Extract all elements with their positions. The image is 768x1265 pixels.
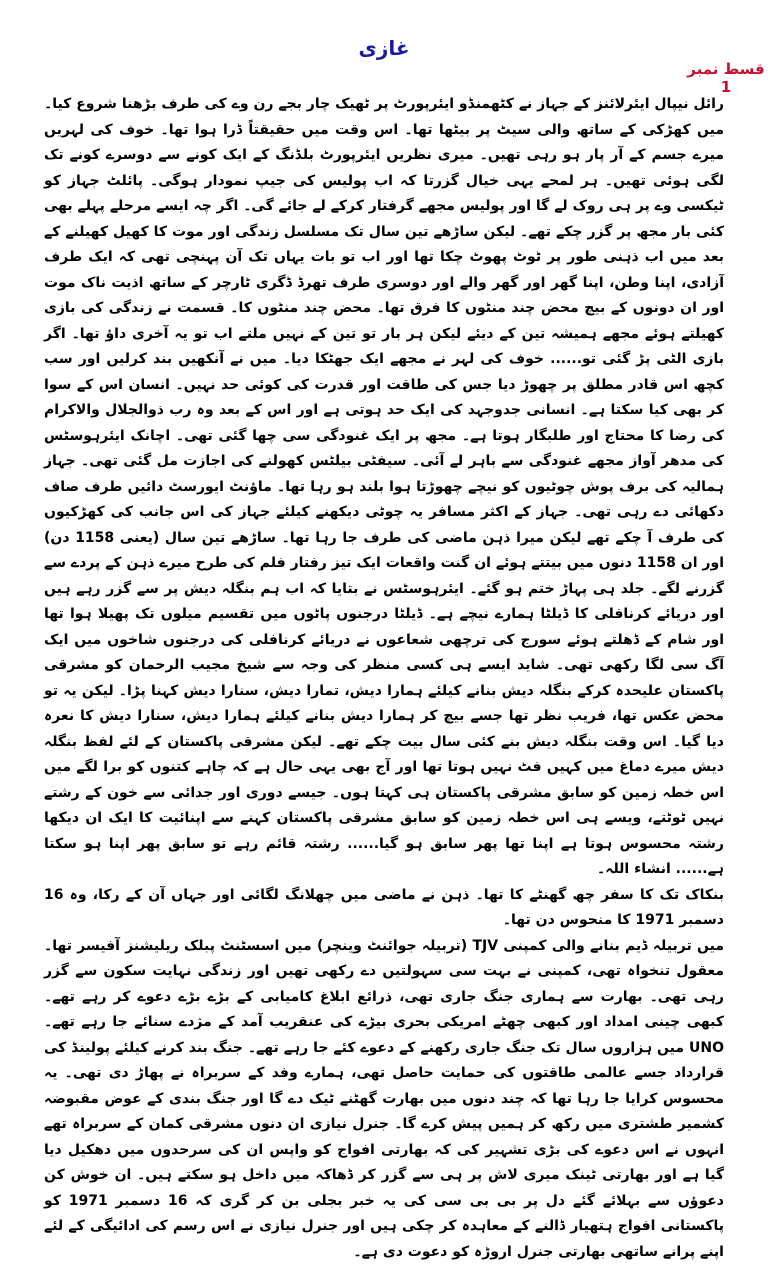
paragraph: بنکاک تک کا سفر چھ گھنٹے کا تھا۔ ذہن نے ماضی میں چھلانگ لگائی اور جہاں آن کے رکا، وہ 16 دسمبر 1971 کا منحوس دن تھا۔: [44, 883, 724, 934]
paragraph: رائل نیپال ایئرلائنز کے جہاز نے کٹھمنڈو ایئرپورٹ پر ٹھیک چار بجے رن وے کی طرف بڑھنا شروع کیا۔ میں کھڑکی کے ساتھ والی سیٹ پر بیٹھا تھا۔ اس وقت میں حقیقتاً ڈرا ہوا تھا۔ خوف کی لہریں میرے جسم کے آر پار ہو رہی تھیں۔ میری نظریں ایئرپورٹ بلڈنگ کے ایک کونے سے دوسرے کونے تک لگی ہوئی تھیں۔ ہر لمحے یہی خیال گزرتا کہ اب پولیس کی جیپ نمودار ہوگی۔ پائلٹ جہاز کو ٹیکسی وے پر ہی روک لے گا اور پولیس مجھے گرفتار کرکے لے جائے گی۔ اگر چہ ایسے مرحلے پہلے بھی کئی بار مجھ پر گزر چکے تھے۔ لیکن ساڑھے تین سال تک مسلسل زندگی اور موت کا کھیل کھیلنے کے بعد میں اب ذہنی طور پر ٹوٹ پھوٹ چکا تھا اور اب تو بات یہاں تک آن پہنچی تھی کہ ایک طرف آزادی، اپنا وطن، اپنا گھر اور گھر والے اور دوسری طرف تھرڈ ڈگری ٹارچر کے ساتھ اذیت ناک موت اور ان دونوں کے بیچ محض چند منٹوں کا فرق تھا۔ محض چند منٹوں کا۔ قسمت نے زندگی کی بازی کھیلتے ہوئے مجھے ہمیشہ تین کے دیئے لیکن ہر بار تو تین کے نہیں ملتے اب تو یہ آخری داؤ تھا۔ اگر بازی الٹی پڑ گئی تو...... خوف کی لہر نے مجھے ایک جھٹکا دیا۔ میں نے آنکھیں بند کرلیں اور سب کچھ اس قادر مطلق پر چھوڑ دیا جس کی طاقت اور قدرت کی کوئی حد نہیں۔ انسان اس کے سوا کر بھی کیا سکتا ہے۔ انسانی جدوجہد کی ایک حد ہوتی ہے اور اس کے بعد وہ رب ذوالجلال والاکرام کی رضا کا محتاج اور طلبگار ہوتا ہے۔ مجھ پر ایک غنودگی سی چھا گئی تھی۔ اچانک ایئرہوسٹس کی مدھر آواز مجھے غنودگی سے باہر لے آئی۔ سیفٹی بیلٹس کھولنے کی اجازت مل گئی تھی۔ جہاز ہمالیہ کی برف پوش چوٹیوں کو نیچے چھوڑتا ہوا بلند ہو رہا تھا۔ ماؤنٹ ایورسٹ دائیں طرف صاف دکھائی دے رہی تھی۔ جہاز کے اکثر مسافر یہ چوٹی دیکھنے کیلئے جہاز کی اس جانب کی کھڑکیوں کی طرف آ چکے تھے لیکن میرا ذہن ماضی کی طرف جا رہا تھا۔ ساڑھے تین سال (یعنی 1158 دن) اور ان 1158 دنوں میں بیتتے ہوئے ان گنت واقعات ایک تیز رفتار فلم کی طرح میرے ذہن کے پردے سے گزرنے لگے۔ جلد ہی پہاڑ ختم ہو گئے۔ ایئرہوسٹس نے بتایا کہ اب ہم بنگلہ دیش پر سے گزر رہے ہیں اور دریائے کرنافلی کا ڈیلٹا ہمارے نیچے ہے۔ ڈیلٹا درجنوں پاٹوں میں تقسیم میلوں تک پھیلا ہوا تھا اور شام کے ڈھلتے ہوئے سورج کی ترچھی شعاعوں نے دریائے کرنافلی کی درجنوں شاخوں میں ایک آگ سی لگا رکھی تھی۔ شاید ایسے ہی کسی منظر کی وجہ سے شیخ مجیب الرحمان کو مشرقی پاکستان علیحدہ کرکے بنگلہ دیش بنانے کیلئے ہمارا دیش، تمارا دیش، سنارا دیش کہنا پڑا۔ لیکن یہ تو محض عکس تھا، فریب نظر تھا جسے بیچ کر ہمارا دیش بنانے کیلئے ہمارا دیش، سنارا دیش کا نعرہ دیا گیا۔ اس وقت بنگلہ دیش بنے کئی سال بیت چکے تھے۔ لیکن مشرقی پاکستان کے لئے لفظ بنگلہ دیش میرے دماغ میں کہیں فٹ نہیں ہوتا تھا اور آج بھی یہی حال ہے کہ چاہے کتنوں کو برا لگے میں اس خطہ زمین کو سابق مشرقی پاکستان ہی کہتا ہوں۔ جیسے دوری اور جدائی سے خون کے رشتے نہیں ٹوٹتے، ویسے ہی اس خطہ زمین کو سابق مشرقی پاکستان کہنے سے اپنائیت کا ایک ان دیکھا رشتہ محسوس ہوتا ہے اپنا تھا پھر سابق ہو گیا...... رشتہ قائم رہے تو سابق پھر اپنا ہو سکتا ہے...... انشاء اللہ۔: [44, 92, 724, 883]
episode-label: قسط نمبر 1: [686, 60, 766, 96]
document-body: [44, 92, 724, 1265]
paragraph: میں تربیلہ ڈیم بنانے والی کمپنی TJV (تربیلہ جوائنٹ وینچر) میں اسسٹنٹ پبلک ریلیشنز آفیسر تھا۔ معقول تنخواہ تھی، کمپنی نے بہت سی سہولتیں دے رکھی تھیں اور زندگی نہایت سکون سے گزر رہی تھی۔ بھارت سے ہماری جنگ جاری تھی، ذرائع ابلاغ کامیابی کے بڑے بڑے دعوے کر رہے تھے۔ کبھی چینی امداد اور کبھی چھٹے امریکی بحری بیڑے کی عنقریب آمد کے مژدے سنائے جا رہے تھے۔ UNO میں ہزاروں سال تک جنگ جاری رکھنے کے دعوے کئے جا رہے تھے۔ جنگ بند کرنے کیلئے پولینڈ کی قرارداد جسے عالمی طاقتوں کی حمایت حاصل تھی، ہمارے وفد کے سربراہ نے پھاڑ دی تھی۔ یہ محسوس کرایا جا رہا تھا کہ چند دنوں میں بھارت گھٹنے ٹیک دے گا اور جنگ بندی کے عوض مقبوضہ کشمیر طشتری میں رکھ کر ہمیں پیش کرے گا۔ جنرل نیازی ان دنوں مشرقی کمان کے سربراہ تھے انہوں نے اس دعوے کی بڑی تشہیر کی کہ بھارتی افواج کو واپس ان کی سرحدوں میں دھکیل دیا گیا ہے اور بھارتی ٹینک میری لاش پر ہی سے گزر کر ڈھاکہ میں داخل ہو سکتے ہیں۔ ان خوش کن دعوؤں سے بہلائے گئے دل پر بی بی سی کی یہ خبر بجلی بن کر گری کہ 16 دسمبر 1971 کو پاکستانی افواج ہتھیار ڈالنے کے معاہدہ کر چکی ہیں اور جنرل نیازی نے اس رسم کی ادائیگی کے لئے اپنے پرانے ساتھی بھارتی جنرل اروڑہ کو دعوت دی ہے۔: [44, 934, 724, 1265]
document-title: غازی: [0, 36, 768, 60]
